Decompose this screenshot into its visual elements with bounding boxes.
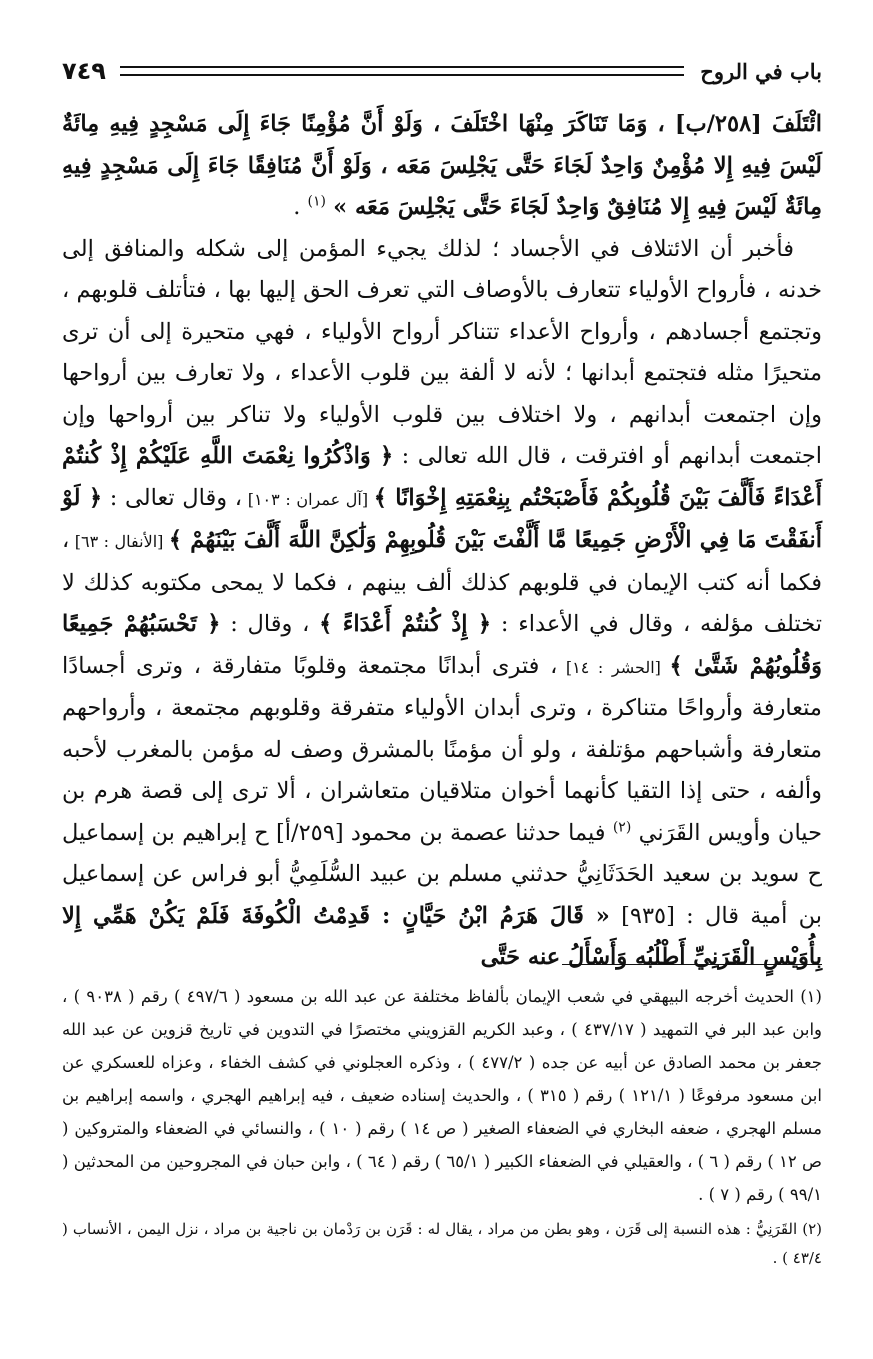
text-segment: . xyxy=(293,194,308,220)
quran-verse: ﴿ إِذْ كُنتُمْ أَعْدَاءً ﴾ xyxy=(319,611,492,637)
text-segment: ، وقال : xyxy=(220,611,320,637)
quran-verse: ﴿ تَحْسَبُهُمْ جَمِيعًا وَقُلُوبُهُمْ شَتَّىٰ ﴾ xyxy=(62,611,823,679)
quran-verse: ﴿ لَوْ أَنفَقْتَ مَا فِي الْأَرْضِ جَمِيعًا مَّا أَلَّفْتَ بَيْنَ قُلُوبِهِمْ وَلَٰكِنَّ اللَّهَ أَلَّفَ بَيْنَهُمْ ﴾ xyxy=(62,484,823,553)
paragraph-hadith-continuation xyxy=(62,104,822,229)
main-text xyxy=(62,104,822,979)
book-page xyxy=(62,52,822,1342)
footnote-marker-1: (١) xyxy=(307,193,326,210)
text-segment: ، فترى أبدانًا مجتمعة وقلوبًا متفارقة ، وترى أجسادًا متعارفة وأرواحًا متناكرة ، وترى أبدان الأولياء متفرقة وقلوبهم مجتمعة ، وأرواحهم متعارفة وأشباحهم مؤتلفة ، ولو أن مؤمنًا بالمشرق وصف له مؤمن بالمغرب لأحبه وألفه ، حتى إذا التقيا كأنهما أخوان متلاقيان متعاشران ، ألا ترى إلى قصة هرم بن حيان وأويس القَرَني xyxy=(62,652,822,846)
paragraph-commentary xyxy=(62,229,822,979)
verse-reference: [الحشر : ١٤] xyxy=(557,657,670,677)
footnote-1: (١) الحديث أخرجه البيهقي في شعب الإيمان بألفاظ مختلفة عن عبد الله بن مسعود ( ٤٩٧/٦ ) رقم ( ٩٠٣٨ ) ، وابن عبد البر في التمهيد ( ٤٣٧/١٧ ) ، وعبد الكريم القزويني مختصرًا في التدوين في تاريخ قزوين عن عبد الله جعفر بن محمد الصادق عن أبيه عن جده ( ٤٧٧/٢ ) ، وذكره العجلوني في كشف الخفاء ، وعزاه للعسكري عن ابن مسعود مرفوعًا ( ١٢١/١ ) رقم ( ٣١٥ ) ، والحديث إسناده ضعيف ، فيه إبراهيم الهجري ، واسمه إبراهيم بن مسلم الهجري ، ضعفه البخاري في الضعفاء الصغير ( ص ١٤ ) رقم ( ١٠ ) ، والنسائي في الضعفاء والمتروكين ( ص ١٢ ) رقم ( ٦ ) ، والعقيلي في الضعفاء الكبير ( ٦٥/١ ) رقم ( ٦٤ ) ، وابن حبان في المجروحين من المحدثين ( ٩٩/١ ) رقم ( ٧ ) . xyxy=(62,987,823,1204)
text-segment: فيما حدثنا عصمة بن محمود [٢٥٩/أ] ح إبراهيم بن إسماعيل ح سويد بن سعيد الحَدَثَانِيُّ حدثني مسلم بن عبيد السُّلَمِيُّ أبو فراس عن إسماعيل بن أمية قال : [٩٣٥] xyxy=(62,819,822,929)
verse-reference: [الأنفال : ٦٣] xyxy=(69,532,169,551)
running-title: باب في الروح xyxy=(700,58,822,84)
quran-verse: ﴿ وَاذْكُرُوا نِعْمَتَ اللَّهِ عَلَيْكُمْ إِذْ كُنتُمْ أَعْدَاءً فَأَلَّفَ بَيْنَ قُلُوبِكُمْ فَأَصْبَحْتُم بِنِعْمَتِهِ إِخْوَانًا ﴾ xyxy=(62,443,823,511)
footnotes xyxy=(62,980,822,1273)
text-segment: ، فكما أنه كتب الإيمان في قلوبهم كذلك ألف بينهم ، فكما لا يمحى مكتوبه كذلك لا تختلف مؤلفه ، وقال في الأعداء : xyxy=(62,527,823,637)
page-number: ٧٤٩ xyxy=(62,57,106,85)
text-segment: ، وقال تعالى : xyxy=(102,484,243,511)
header-double-rule xyxy=(120,66,684,76)
hadith-text: « قَالَ هَرَمُ ابْنُ حَيَّانٍ : قَدِمْتُ الْكُوفَةَ فَلَمْ يَكُنْ هَمِّي إِلا بِأُوَيْسٍ الْقَرَنِيِّ أَطْلُبُه وَأَسْأَلُ عنه حَتَّى xyxy=(62,902,822,970)
verse-reference: [آل عمران : ١٠٣] xyxy=(242,489,374,509)
footnote-marker-2: (٢) xyxy=(612,819,632,835)
footnote-separator xyxy=(562,964,822,965)
page-header xyxy=(62,52,822,90)
hadith-text: ائْتَلَفَ [٢٥٨/ب] ، وَمَا تَنَاكَرَ مِنْهَا اخْتَلَفَ ، وَلَوْ أَنَّ مُؤْمِنًا جَاءَ إِلَى مَسْجِدٍ فِيهِ مِائَةٌ لَيْسَ فِيهِ إِلا مُؤْمِنٌ وَاحِدٌ لَجَاءَ حَتَّى يَجْلِسَ مَعَه ، وَلَوْ أَنَّ مُنَافِقًا جَاءَ إِلَى مَسْجِدٍ فِيهِ مِائَةٌ لَيْسَ فِيهِ إِلا مُنَافِقٌ وَاحِدٌ لَجَاءَ حَتَّى يَجْلِسَ مَعَه » xyxy=(62,111,822,220)
text-segment: فأخبر أن الائتلاف في الأجساد ؛ لذلك يجيء المؤمن إلى شكله والمنافق إلى خدنه ، فأرواح الأولياء تتعارف بالأوصاف التي تعرف الحق إليها بها ، فتأتلف قلوبهم ، وتجتمع أجسادهم ، وأرواح الأعداء تتناكر أرواح الأولياء ، فهي متحيرة إلى أن ترى متحيرًا مثله فتجتمع أبدانها ؛ لأنه لا ألفة بين قلوب الأعداء ، ولا تعارف بين أرواحها وإن اجتمعت أبدانهم ، ولا اختلاف بين قلوب الأولياء ولا تناكر بين أرواحها وإن اجتمعت أبدانهم أو افترقت ، قال الله تعالى : xyxy=(62,235,823,469)
footnote-2: (٢) القَرَنِيُّ : هذه النسبة إلى قَرَن ، وهو بطن من مراد ، يقال له : قَرَن بن رَدْمان بن ناجية بن مراد ، نزل اليمن ، الأنساب ( ٤٣/٤ ) . xyxy=(62,1220,822,1267)
